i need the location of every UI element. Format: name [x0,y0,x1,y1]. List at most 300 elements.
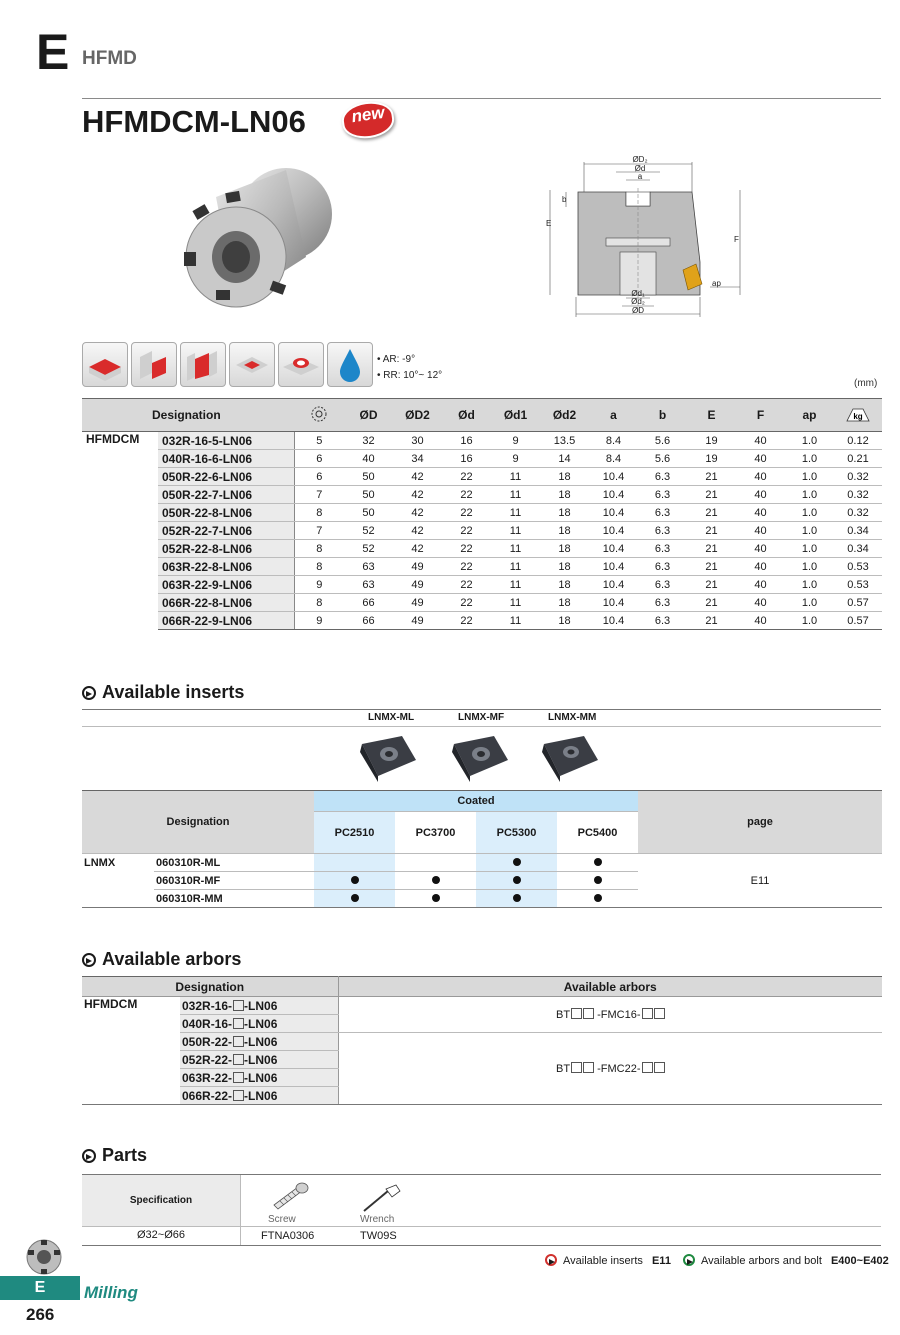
ar-value: • AR: -9° [377,354,416,365]
designation-code: 050R-22-6-LN06 [158,468,294,486]
cell-value: 7 [294,486,344,504]
cell-value: 10.4 [589,522,638,540]
grade-availability [314,854,395,872]
col-d: Ød [442,399,491,432]
col-E: E [687,399,736,432]
cell-value: 6.3 [638,594,687,612]
cell-value: 0.34 [834,540,882,558]
table-row [82,576,882,594]
cell-value: 1.0 [785,612,834,630]
cell-value: 10.4 [589,540,638,558]
insert-images [356,730,606,786]
grade-availability [476,890,557,908]
cell-value: 6 [294,468,344,486]
cell-value: 11 [491,576,540,594]
wrench-icon [360,1181,404,1215]
cell-value: 18 [540,540,589,558]
label-a: a [637,172,643,181]
cell-value: 18 [540,504,589,522]
arbor-prefix: BT [555,1063,571,1075]
cell-value: 5.6 [638,450,687,468]
cell-value: 11 [491,612,540,630]
table-row [82,486,882,504]
cell-value: 42 [393,540,442,558]
cell-value: 40 [736,594,785,612]
cell-value: 0.57 [834,612,882,630]
arbor-code-prefix: 050R-22- [182,1034,233,1049]
placeholder-box-icon [233,1018,244,1029]
table-row [82,1033,882,1051]
table-row [82,594,882,612]
cell-value: 21 [687,558,736,576]
label-D2: ØD₂ [632,155,648,164]
arbors-col-arbors: Available arbors [338,977,882,997]
available-dot-icon [351,876,359,884]
cell-value: 52 [344,522,393,540]
cell-value: 10.4 [589,612,638,630]
arbors-col-designation: Designation [82,977,338,997]
link-available-inserts[interactable] [545,1254,671,1267]
designation-code: 040R-16-6-LN06 [158,450,294,468]
cell-value: 11 [491,558,540,576]
col-D2: ØD2 [393,399,442,432]
cell-value: 11 [491,486,540,504]
cell-value: 6.3 [638,504,687,522]
arbor-group-spacer [82,1033,180,1051]
cell-value: 18 [540,558,589,576]
designation-code: 052R-22-7-LN06 [158,522,294,540]
arbor-designation [180,1069,338,1087]
cell-value: 0.34 [834,522,882,540]
cell-value: 9 [491,450,540,468]
cell-value: 22 [442,468,491,486]
cell-value: 6.3 [638,486,687,504]
arbor-group-spacer [82,1051,180,1069]
arrow-circle-icon [82,1149,96,1163]
parts-table [82,1174,881,1246]
designation-code: 066R-22-8-LN06 [158,594,294,612]
cell-value: 11 [491,468,540,486]
inserts-col-designation: Designation [82,791,314,854]
cell-value: 0.53 [834,558,882,576]
cell-value: 7 [294,522,344,540]
cell-value: 6.3 [638,540,687,558]
cell-value: 1.0 [785,432,834,450]
placeholder-box-icon [233,1072,244,1083]
cell-value: 0.12 [834,432,882,450]
insert-code: 060310R-MM [154,890,314,908]
col-weight-icon [834,399,882,432]
cell-value: 8 [294,594,344,612]
product-cutter-image [176,162,341,312]
page-number: 266 [26,1305,55,1324]
insert-type-mm: LNMX-MM [548,712,597,723]
arbor-prefix: BT [555,1009,571,1021]
designation-code: 066R-22-9-LN06 [158,612,294,630]
label-b: b [562,195,567,204]
cell-value: 10.4 [589,558,638,576]
designation-code: 050R-22-8-LN06 [158,504,294,522]
header-divider [82,98,881,99]
arbor-designation [180,997,338,1015]
arbor-code-suffix: -LN06 [244,1034,278,1049]
link2-page: E400~E402 [830,1255,889,1267]
arbor-group-spacer [82,1015,180,1033]
table-row [82,612,882,630]
col-teeth-icon [294,399,344,432]
cell-value: 18 [540,612,589,630]
available-dot-icon [351,894,359,902]
available-dot-icon [513,894,521,902]
col-b: b [638,399,687,432]
category-label: Milling [84,1283,138,1302]
placeholder-box-icon [583,1008,594,1019]
grade-availability [395,890,476,908]
cell-value: 6 [294,450,344,468]
cell-value: 0.32 [834,504,882,522]
cell-value: 9 [294,576,344,594]
cell-value: 11 [491,540,540,558]
application-face-milling-icon [82,342,128,387]
cell-value: 1.0 [785,504,834,522]
arbor-fmc16[interactable] [338,997,882,1033]
col-F: F [736,399,785,432]
cell-value: 8 [294,540,344,558]
label-d: Ød [634,164,646,173]
cell-value: 0.32 [834,486,882,504]
inserts-col-coated: Coated [314,791,638,812]
new-badge [342,100,392,140]
application-shoulder-milling-icon [131,342,177,387]
placeholder-box-icon [571,1008,582,1019]
cell-value: 40 [736,504,785,522]
cell-value: 16 [442,432,491,450]
cell-value: 22 [442,612,491,630]
arbor-designation [180,1051,338,1069]
cell-value: 66 [344,594,393,612]
cell-value: 9 [491,432,540,450]
cell-value: 50 [344,504,393,522]
cell-value: 16 [442,450,491,468]
cell-value: 50 [344,486,393,504]
col-ap: ap [785,399,834,432]
cell-value: 42 [393,468,442,486]
link2-text: Available arbors and bolt [701,1255,822,1267]
cell-value: 10.4 [589,486,638,504]
cell-value: 22 [442,522,491,540]
grade-pc3700: PC3700 [395,812,476,854]
cell-value: 63 [344,558,393,576]
cell-value: 8.4 [589,450,638,468]
page-title: HFMDCM-LN06 [82,104,306,139]
arbor-code-suffix: -LN06 [244,1016,278,1031]
designation-code: 050R-22-7-LN06 [158,486,294,504]
placeholder-box-icon [233,1054,244,1065]
cell-value: 10.4 [589,576,638,594]
table-header-row [82,399,882,432]
col-d1: Ød1 [491,399,540,432]
arbor-designation [180,1015,338,1033]
cell-value: 8 [294,558,344,576]
grade-pc2510: PC2510 [314,812,395,854]
cell-value: 42 [393,486,442,504]
screw-value: FTNA0306 [261,1230,315,1242]
cell-value: 1.0 [785,594,834,612]
insert-group-label: LNMX [84,856,116,869]
cell-value: 40 [736,612,785,630]
cell-value: 52 [344,540,393,558]
section-letter: E [36,24,70,80]
application-helical-icon [278,342,324,387]
available-dot-icon [432,876,440,884]
placeholder-box-icon [233,1036,244,1047]
cell-value: 5.6 [638,432,687,450]
cell-value: 40 [736,576,785,594]
arbor-code-prefix: 063R-22- [182,1070,233,1085]
label-E: E [546,219,552,228]
cell-value: 22 [442,486,491,504]
application-slotting-icon [180,342,226,387]
insert-group-spacer [82,872,154,890]
placeholder-box-icon [583,1062,594,1073]
arrow-circle-icon [683,1254,695,1266]
cell-value: 42 [393,522,442,540]
cell-value: 10.4 [589,594,638,612]
table-row [82,854,882,872]
cell-value: 21 [687,504,736,522]
placeholder-box-icon [233,1090,244,1101]
cell-value: 21 [687,486,736,504]
arbor-group-spacer [82,1087,180,1105]
cell-value: 1.0 [785,558,834,576]
parts-section-title [82,1145,147,1166]
designation-code: 063R-22-8-LN06 [158,558,294,576]
cell-value: 22 [442,558,491,576]
rr-value: • RR: 10°~ 12° [377,370,443,381]
cell-value: 14 [540,450,589,468]
application-pocketing-icon [229,342,275,387]
wrench-label: Wrench [360,1214,395,1225]
available-dot-icon [432,894,440,902]
cell-value: 18 [540,522,589,540]
available-dot-icon [594,876,602,884]
arbor-designation [180,1087,338,1105]
arbor-code-prefix: 032R-16- [182,998,233,1013]
cell-value: 21 [687,612,736,630]
screw-icon [268,1179,312,1215]
spec-value: Ø32~Ø66 [136,1229,185,1241]
spec-label: Specification [129,1195,193,1206]
cell-value: 0.32 [834,468,882,486]
cell-value: 1.0 [785,486,834,504]
grade-availability [395,872,476,890]
section-tab: E [0,1276,80,1300]
cell-value: 34 [393,450,442,468]
cell-value: 49 [393,558,442,576]
cell-value: 22 [442,540,491,558]
group-label: HFMDCM [86,432,140,446]
cell-value: 22 [442,576,491,594]
arbor-designation [180,1033,338,1051]
cell-value: 0.57 [834,594,882,612]
arbor-suffix: -FMC16- [594,1009,641,1021]
designation-code: 052R-22-8-LN06 [158,540,294,558]
cell-value: 21 [687,594,736,612]
table-row [82,432,882,450]
cell-value: 1.0 [785,576,834,594]
grade-pc5300: PC5300 [476,812,557,854]
col-designation: Designation [82,399,294,432]
cell-value: 6.3 [638,612,687,630]
cell-value: 19 [687,450,736,468]
arbors-title-text: Available arbors [102,949,242,969]
arbor-code-prefix: 040R-16- [182,1016,233,1031]
cell-value: 49 [393,612,442,630]
placeholder-box-icon [654,1062,665,1073]
available-dot-icon [594,894,602,902]
grade-availability [476,872,557,890]
cell-value: 11 [491,504,540,522]
cell-value: 49 [393,594,442,612]
cell-value: 5 [294,432,344,450]
available-dot-icon [513,876,521,884]
insert-code: 060310R-ML [154,854,314,872]
arbor-fmc22[interactable] [338,1033,882,1105]
arbors-section-title [82,949,241,970]
col-d2: Ød2 [540,399,589,432]
cell-value: 1.0 [785,540,834,558]
placeholder-box-icon [654,1008,665,1019]
inserts-section-title [82,682,244,703]
arrow-circle-icon [545,1254,557,1266]
table-row [82,997,882,1015]
cell-value: 40 [736,540,785,558]
dimension-table [82,398,882,630]
arrow-circle-icon [82,686,96,700]
cell-value: 40 [736,522,785,540]
parts-title-text: Parts [102,1145,148,1165]
available-dot-icon [594,858,602,866]
cell-value: 9 [294,612,344,630]
cell-value: 49 [393,576,442,594]
table-row [82,540,882,558]
cell-value: 40 [344,450,393,468]
insert-page-ref[interactable]: E11 [638,854,882,908]
arbors-table [82,976,882,1105]
cell-value: 8.4 [589,432,638,450]
insert-code: 060310R-MF [154,872,314,890]
kg-text: kg [853,411,863,421]
cell-value: 21 [687,522,736,540]
cell-value: 10.4 [589,468,638,486]
table-row [82,558,882,576]
arbor-group-spacer [82,1069,180,1087]
cell-value: 42 [393,504,442,522]
arbor-code-prefix: 052R-22- [182,1052,233,1067]
cell-value: 40 [736,468,785,486]
coolant-drop-icon [327,342,373,387]
col-D: ØD [344,399,393,432]
label-ap: ap [712,279,721,288]
cell-value: 8 [294,504,344,522]
cell-value: 18 [540,594,589,612]
arbor-group-label: HFMDCM [84,997,138,1011]
cell-value: 22 [442,504,491,522]
designation-code: 032R-16-5-LN06 [158,432,294,450]
milling-cutter-thumbnail [24,1238,64,1276]
cell-value: 1.0 [785,468,834,486]
table-row [82,468,882,486]
dimension-diagram [540,152,755,322]
inserts-col-page: page [638,791,882,854]
arbor-code-suffix: -LN06 [244,1052,278,1067]
angle-properties [377,352,442,384]
cell-value: 21 [687,540,736,558]
cell-value: 11 [491,594,540,612]
col-a: a [589,399,638,432]
arrow-circle-icon [82,953,96,967]
grade-availability [557,872,638,890]
grade-availability [557,890,638,908]
cell-value: 40 [736,432,785,450]
cell-value: 13.5 [540,432,589,450]
cell-value: 0.53 [834,576,882,594]
placeholder-box-icon [642,1062,653,1073]
label-F: F [734,235,739,244]
grade-availability [476,854,557,872]
insert-mm-image [542,736,598,782]
label-d1: Ød₁ [631,289,645,298]
cell-value: 1.0 [785,450,834,468]
arbor-code-prefix: 066R-22- [182,1088,233,1103]
arbor-suffix: -FMC22- [594,1063,641,1075]
cell-value: 6.3 [638,468,687,486]
cell-value: 40 [736,486,785,504]
inserts-title-text: Available inserts [102,682,245,702]
cell-value: 19 [687,432,736,450]
grade-availability [314,872,395,890]
cell-value: 10.4 [589,504,638,522]
placeholder-box-icon [233,1000,244,1011]
table-row [82,504,882,522]
cell-value: 18 [540,486,589,504]
arbor-code-suffix: -LN06 [244,1088,278,1103]
cell-value: 21 [687,468,736,486]
cell-value: 6.3 [638,558,687,576]
cell-value: 21 [687,576,736,594]
cell-value: 18 [540,468,589,486]
cell-value: 0.21 [834,450,882,468]
grade-availability [395,854,476,872]
cell-value: 40 [736,450,785,468]
insert-ml-image [360,736,416,782]
table-row [82,522,882,540]
section-name: HFMD [82,48,137,69]
link-available-arbors[interactable] [683,1254,889,1267]
label-D: ØD [632,306,644,315]
arbor-code-suffix: -LN06 [244,998,278,1013]
cell-value: 63 [344,576,393,594]
cell-value: 18 [540,576,589,594]
table-row [82,450,882,468]
insert-group-spacer [82,890,154,908]
screw-label: Screw [268,1214,296,1225]
cell-value: 66 [344,612,393,630]
cell-value: 30 [393,432,442,450]
cell-value: 11 [491,522,540,540]
grade-pc5400: PC5400 [557,812,638,854]
placeholder-box-icon [571,1062,582,1073]
